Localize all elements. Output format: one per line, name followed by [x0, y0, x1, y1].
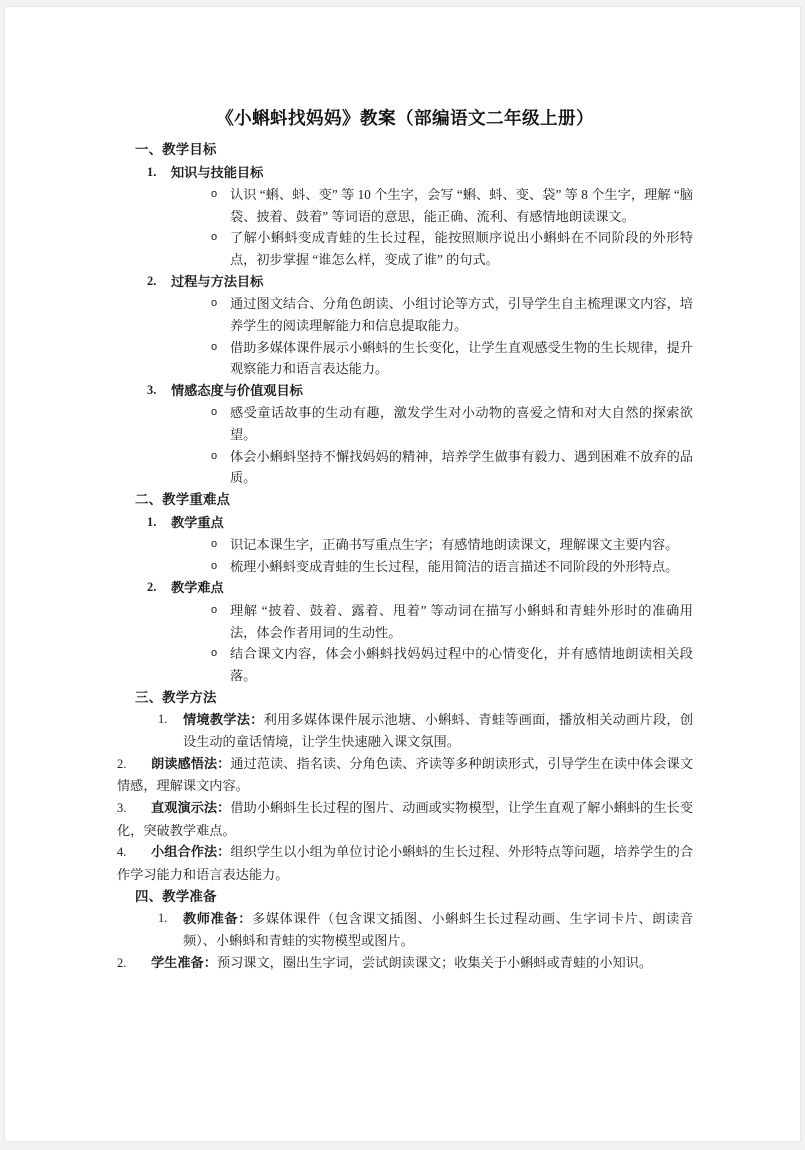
bullet-text: 理解 “披着、鼓着、露着、甩着” 等动词在描写小蝌蚪和青蛙外形时的准确用法，体会作者用词的生动性。: [230, 602, 693, 640]
bullet-text: 认识 “蝌、蚪、变” 等 10 个生字，会写 “蝌、蚪、变、袋” 等 8 个生字，理解 “脑袋、披着、鼓着” 等词语的意思，能正确、流利、有感情地朗读课文。: [230, 186, 693, 224]
prep-name: 学生准备: [151, 954, 204, 970]
bullet-item: [117, 337, 693, 380]
circle-bullet-icon: o: [211, 187, 218, 200]
bullet-text: 通过图文结合、分角色朗读、小组讨论等方式，引导学生自主梳理课文内容，培养学生的阅读理解能力和信息提取能力。: [230, 296, 693, 333]
subsection-2-1: [117, 512, 693, 533]
method-name: 朗读感悟法: [151, 755, 218, 771]
method-item-3: [117, 797, 693, 841]
circle-bullet-icon: o: [211, 406, 218, 419]
method-text: 组织学生以小组为单位讨论小蝌蚪的生长过程、外形特点等问题，培养学生的合作学习能力和语言表达能力。: [117, 844, 694, 883]
bullet-text: 结合课文内容，体会小蝌蚪找妈妈过程中的心情变化，并有感情地朗读相关段落。: [230, 646, 693, 683]
subsection-number: 1.: [147, 514, 157, 529]
bullet-item: [117, 600, 693, 643]
bullet-item: [117, 293, 693, 336]
prep-item-2: [117, 952, 693, 975]
section-heading-1: 一、教学目标: [135, 142, 217, 157]
bullet-text: 了解小蝌蚪变成青蛙的生长过程，能按照顺序说出小蝌蚪在不同阶段的外形特点，初步掌握 “谁怎么样，变成了谁” 的句式。: [230, 230, 693, 268]
method-number: 3.: [117, 801, 127, 815]
method-text: 借助小蝌蚪生长过程的图片、动画或实物模型，让学生直观了解小蝌蚪的生长变化，突破教学难点。: [117, 800, 694, 838]
circle-bullet-icon: o: [211, 231, 218, 244]
method-text: 利用多媒体课件展示池塘、小蝌蚪、青蛙等画面，播放相关动画片段，创设生动的童话情境，让学生快速融入课文氛围。: [183, 712, 694, 749]
bullet-item: [117, 227, 693, 270]
prep-item-1: [117, 908, 693, 951]
method-separator: ：: [217, 844, 231, 860]
document-body: [117, 105, 693, 974]
circle-bullet-icon: o: [211, 647, 218, 660]
bullet-item: [117, 534, 693, 556]
circle-bullet-icon: o: [211, 559, 218, 572]
subsection-number: 3.: [147, 382, 157, 397]
bullet-text: 体会小蝌蚪坚持不懈找妈妈的精神，培养学生做事有毅力、遇到困难不放弃的品质。: [230, 448, 693, 486]
bullet-text: 梳理小蝌蚪变成青蛙的生长过程，能用简洁的语言描述不同阶段的外形特点。: [230, 558, 679, 574]
subsection-1-3: [117, 380, 693, 401]
subsection-label: 情感态度与价值观目标: [171, 382, 303, 398]
method-number: 1.: [158, 712, 168, 727]
bullet-item: [117, 643, 693, 686]
subsection-1-1: [117, 162, 693, 183]
method-number: 4.: [117, 845, 127, 860]
subsection-label: 知识与技能目标: [171, 164, 264, 180]
subsection-2-2: [117, 577, 693, 598]
section-heading-2: 二、教学重难点: [135, 492, 231, 508]
subsection-number: 1.: [147, 164, 157, 179]
circle-bullet-icon: o: [211, 340, 218, 353]
section-heading-3: 三、教学方法: [135, 689, 217, 705]
circle-bullet-icon: o: [211, 449, 218, 462]
bullet-text: 借助多媒体课件展示小蝌蚪的生长变化，让学生直观感受生物的生长规律，提升观察能力和语言表达能力。: [230, 339, 693, 377]
method-item-2: [117, 753, 693, 797]
circle-bullet-icon: o: [211, 538, 218, 551]
prep-text: 多媒体课件（包含课文插图、小蝌蚪生长过程动画、生字词卡片、朗读音频）、小蝌蚪和青蛙的实物模型或图片。: [183, 911, 694, 949]
subsection-number: 2.: [147, 580, 157, 595]
subsection-number: 2.: [147, 273, 157, 288]
method-separator: ：: [217, 755, 231, 771]
prep-separator: ：: [203, 954, 217, 970]
method-number: 2.: [117, 756, 127, 771]
circle-bullet-icon: o: [211, 297, 218, 310]
subsection-label: 教学难点: [171, 580, 224, 596]
bullet-item: [117, 556, 693, 578]
method-separator: ：: [250, 712, 264, 728]
subsection-label: 过程与方法目标: [171, 273, 264, 289]
prep-text: 预习课文，圈出生字词，尝试朗读课文；收集关于小蝌蚪或青蛙的小知识。: [216, 954, 653, 970]
prep-number: 1.: [158, 911, 168, 926]
method-name: 直观演示法: [151, 800, 218, 815]
method-item-1: [117, 709, 693, 752]
method-name: 小组合作法: [151, 844, 218, 860]
bullet-text: 识记本课生字，正确书写重点生字；有感情地朗读课文，理解课文主要内容。: [230, 537, 679, 553]
section-heading-4: 四、教学准备: [135, 888, 217, 904]
page-title: 《小蝌蚪找妈妈》教案（部编语文二年级上册）: [216, 108, 594, 128]
bullet-text: 感受童话故事的生动有趣，激发学生对小动物的喜爱之情和对大自然的探索欲望。: [230, 405, 693, 443]
prep-separator: ：: [238, 911, 253, 927]
method-separator: ：: [217, 800, 231, 815]
bullet-item: [117, 402, 693, 445]
bullet-item: [117, 184, 693, 227]
method-item-4: [117, 841, 693, 885]
prep-name: 教师准备: [183, 911, 239, 927]
method-text: 通过范读、指名读、分角色读、齐读等多种朗读形式，引导学生在读中体会课文情感，理解课文内容。: [117, 755, 694, 794]
circle-bullet-icon: o: [211, 603, 218, 616]
document-page: [4, 6, 801, 1142]
method-name: 情境教学法: [183, 712, 251, 728]
subsection-1-2: [117, 271, 693, 292]
prep-number: 2.: [117, 955, 127, 970]
subsection-label: 教学重点: [171, 514, 224, 530]
bullet-item: [117, 446, 693, 489]
